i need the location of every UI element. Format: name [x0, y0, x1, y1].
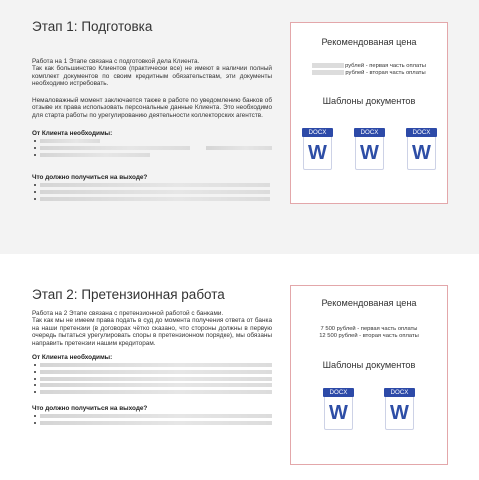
- list-item: [38, 389, 274, 395]
- docx-badge: DOCX: [323, 388, 354, 397]
- stage-2-intro-line: Так как мы не имеем права подать в суд до момента получения ответа от банка на наши претензии (в договорах чётко сказано, что стороны должны в первую очередь пытаться урегулировать споры в претензионном порядке), мы обязаны направить претензии нашим кредиторам.: [32, 317, 272, 347]
- stage-1-output-list: [38, 182, 274, 202]
- price-title: Рекомендованая цена: [321, 37, 417, 47]
- stage-2-side-panel: [290, 285, 448, 465]
- redacted-text: [40, 197, 270, 201]
- redacted-text: [40, 146, 190, 150]
- stage-1-title: Этап 1: Подготовка: [32, 19, 153, 34]
- stage-2-section: [0, 258, 479, 480]
- word-document-icon[interactable]: [384, 388, 415, 430]
- stage-1-paragraph: Немаловажный момент заключается также в работе по уведомлению банков об отзыве их права использовать персональные данные Клиента. Это необходимо для старта работы по урегулированию деятельности коллекторских агентств.: [32, 97, 272, 119]
- redacted-text: [40, 414, 272, 418]
- stage-1-intro-line: Работа на 1 Этапе связана с подготовкой дела Клиента.: [32, 58, 200, 65]
- redacted-text: [206, 146, 272, 150]
- stage-2-output-list: [38, 413, 274, 427]
- stage-1-intro: [32, 58, 272, 88]
- docx-badge: DOCX: [354, 128, 385, 137]
- word-document-icon[interactable]: [323, 388, 354, 430]
- list-item: [38, 376, 274, 382]
- redacted-text: [40, 383, 272, 387]
- docx-badge: DOCX: [302, 128, 333, 137]
- list-item: [38, 413, 274, 419]
- stage-2-output-heading: Что должно получиться на выходе?: [32, 405, 148, 412]
- docx-badge: DOCX: [384, 388, 415, 397]
- price-title: Рекомендованая цена: [321, 298, 417, 308]
- stage-1-from-client-list: [38, 138, 274, 158]
- word-document-icon[interactable]: [354, 128, 385, 170]
- redacted-text: [40, 190, 270, 194]
- redacted-amount: [312, 63, 344, 68]
- word-letter: W: [329, 402, 348, 424]
- stage-2-from-client-heading: От Клиента необходимы:: [32, 354, 113, 361]
- stage-1-intro-line: Так как большинство Клиентов (практически все) не имеют в наличии полный комплект документов по своим кредитным обязательствам, эти документы необходимо истребовать.: [32, 65, 272, 88]
- stage-1-side-panel: [290, 22, 448, 204]
- stage-2-from-client-list: [38, 362, 274, 396]
- list-item: [38, 189, 274, 195]
- list-item: [38, 420, 274, 426]
- docx-badge: DOCX: [406, 128, 437, 137]
- redacted-text: [40, 363, 272, 367]
- list-item: [38, 362, 274, 368]
- list-item: [38, 182, 274, 188]
- stage-2-intro-line: Работа на 2 Этапе связана с претензионной работой с банками.: [32, 310, 224, 317]
- word-document-icon[interactable]: [302, 128, 333, 170]
- price-line: 7 500 рублей - первая часть оплаты: [320, 326, 418, 332]
- redacted-text: [40, 370, 272, 374]
- redacted-text: [40, 153, 150, 157]
- list-item: [38, 196, 274, 202]
- word-document-icon[interactable]: [406, 128, 437, 170]
- redacted-text: [40, 183, 270, 187]
- stage-1-from-client-heading: От Клиента необходимы:: [32, 130, 113, 137]
- redacted-amount: [312, 70, 344, 75]
- redacted-text: [40, 377, 272, 381]
- redacted-text: [40, 390, 272, 394]
- stage-1-output-heading: Что должно получиться на выходе?: [32, 174, 148, 181]
- list-item: [38, 382, 274, 388]
- stage-2-intro: [32, 310, 272, 347]
- word-letter: W: [360, 142, 379, 164]
- price-line: рублей - первая часть оплаты: [291, 63, 447, 69]
- redacted-text: [40, 421, 272, 425]
- templates-title: Шаблоны документов: [322, 360, 416, 370]
- list-item: [38, 152, 274, 158]
- list-item: [38, 145, 274, 151]
- word-letter: W: [308, 142, 327, 164]
- word-letter: W: [390, 402, 409, 424]
- templates-title: Шаблоны документов: [322, 96, 416, 106]
- stage-2-title: Этап 2: Претензионная работа: [32, 287, 225, 302]
- list-item: [38, 138, 274, 144]
- price-line: рублей - вторая часть оплаты: [291, 70, 447, 76]
- list-item: [38, 369, 274, 375]
- word-letter: W: [412, 142, 431, 164]
- redacted-text: [40, 139, 100, 143]
- price-line: 12 500 рублей - вторая часть оплаты: [319, 333, 419, 339]
